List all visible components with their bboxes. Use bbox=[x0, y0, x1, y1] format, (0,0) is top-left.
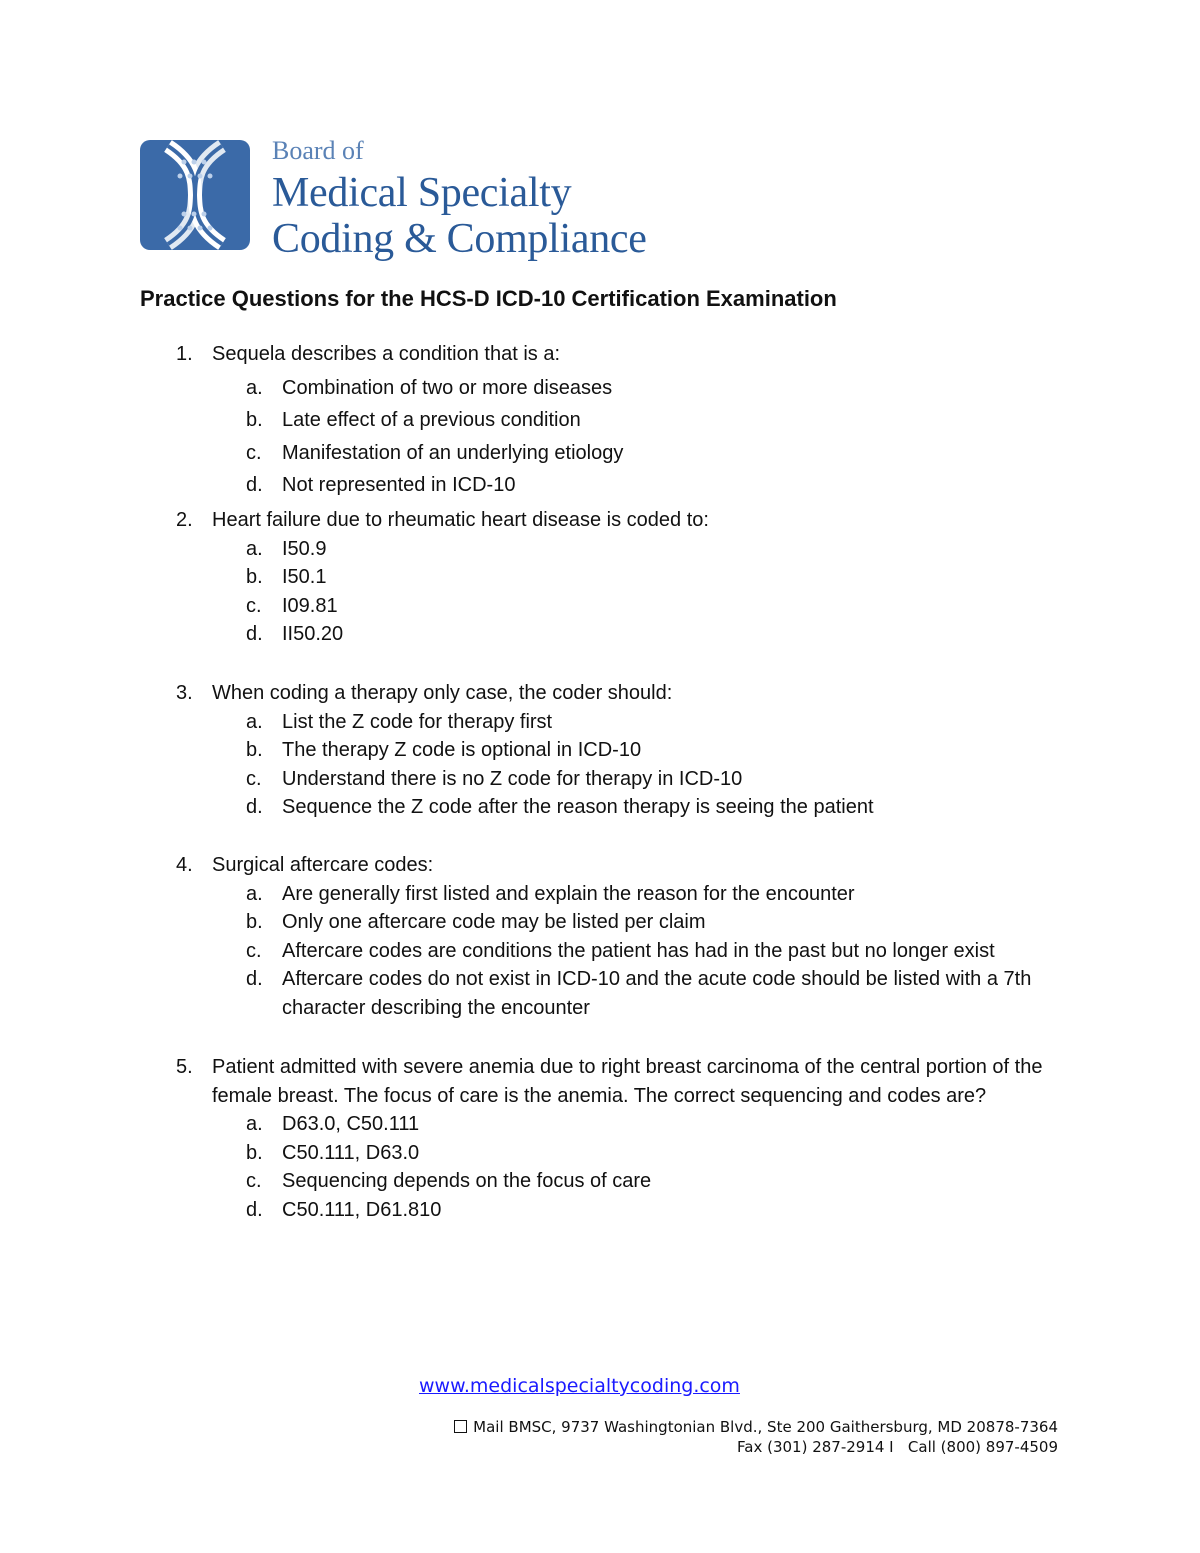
answer-option bbox=[246, 965, 1076, 1022]
mail-address: Mail BMSC, 9737 Washingtonian Blvd., Ste 200 Gaithersburg, MD 20878-7364 bbox=[473, 1418, 1058, 1436]
answer-option bbox=[246, 937, 1076, 966]
option-text: C50.111, D61.810 bbox=[282, 1198, 442, 1221]
option-text: Sequence the Z code after the reason therapy is seeing the patient bbox=[282, 796, 874, 818]
mail-address-line bbox=[300, 1417, 1058, 1437]
answer-option bbox=[246, 1110, 1076, 1139]
option-letter: d. bbox=[246, 796, 263, 818]
option-text: C50.111, D63.0 bbox=[282, 1141, 420, 1164]
option-letter: c. bbox=[246, 939, 262, 962]
option-text: Only one aftercare code may be listed per claim bbox=[282, 911, 706, 933]
question-number: 3. bbox=[176, 682, 193, 704]
checkbox-bullet-icon bbox=[454, 1420, 467, 1433]
option-text: List the Z code for therapy first bbox=[282, 710, 553, 733]
option-letter: b. bbox=[246, 1141, 263, 1164]
option-text: The therapy Z code is optional in ICD-10 bbox=[282, 739, 642, 761]
answer-option bbox=[246, 374, 1076, 403]
option-letter: b. bbox=[246, 739, 263, 761]
answer-option bbox=[246, 406, 1076, 435]
option-letter: a. bbox=[246, 537, 263, 560]
question-number: 4. bbox=[176, 854, 193, 876]
answer-option bbox=[246, 439, 1076, 468]
option-letter: d. bbox=[246, 623, 263, 645]
question-number: 1. bbox=[176, 343, 193, 365]
option-text: I50.1 bbox=[282, 566, 327, 588]
option-letter: d. bbox=[246, 968, 263, 990]
option-text: Not represented in ICD-10 bbox=[282, 474, 516, 496]
answer-option bbox=[246, 1167, 1076, 1196]
option-text: Aftercare codes do not exist in ICD-10 and the acute code should be listed with a 7th character describing the encounter bbox=[282, 968, 1032, 1019]
question-2 bbox=[176, 506, 1076, 649]
answer-option bbox=[246, 535, 1076, 564]
dna-helix-logo-icon bbox=[140, 140, 250, 250]
option-text: Manifestation of an underlying etiology bbox=[282, 441, 624, 464]
option-letter: d. bbox=[246, 1198, 263, 1221]
option-letter: c. bbox=[246, 594, 262, 617]
website-link[interactable]: www.medicalspecialtycoding.com bbox=[419, 1375, 740, 1397]
answer-option bbox=[246, 793, 1076, 822]
answer-option bbox=[246, 620, 1076, 649]
logo-line-medical-specialty: Medical Specialty bbox=[272, 170, 572, 216]
option-text: II50.20 bbox=[282, 623, 344, 645]
answer-option bbox=[246, 765, 1076, 794]
option-text: Combination of two or more diseases bbox=[282, 376, 613, 399]
logo-wordmark bbox=[272, 138, 647, 262]
option-letter: c. bbox=[246, 767, 262, 790]
option-text: Late effect of a previous condition bbox=[282, 409, 581, 431]
question-text: When coding a therapy only case, the coder should: bbox=[212, 682, 673, 704]
page-title: Practice Questions for the HCS-D ICD-10 Certification Examination bbox=[140, 286, 837, 311]
option-letter: b. bbox=[246, 566, 263, 588]
question-3 bbox=[176, 679, 1076, 822]
answer-option bbox=[246, 708, 1076, 737]
question-4 bbox=[176, 851, 1076, 1022]
answer-options bbox=[176, 535, 1076, 649]
answer-options bbox=[176, 374, 1076, 500]
answer-option bbox=[246, 592, 1076, 621]
question-text: Heart failure due to rheumatic heart disease is coded to: bbox=[212, 509, 709, 531]
option-text: Are generally first listed and explain the reason for the encounter bbox=[282, 882, 855, 905]
answer-options bbox=[176, 1110, 1076, 1224]
option-text: Aftercare codes are conditions the patient has had in the past but no longer exist bbox=[282, 939, 995, 962]
phone-line: Fax (301) 287-2914 I Call (800) 897-4509 bbox=[737, 1438, 1058, 1456]
option-text: I09.81 bbox=[282, 594, 338, 617]
option-letter: b. bbox=[246, 409, 263, 431]
option-letter: a. bbox=[246, 882, 263, 905]
option-text: Understand there is no Z code for therapy in ICD-10 bbox=[282, 767, 743, 790]
answer-option bbox=[246, 1196, 1076, 1225]
option-letter: a. bbox=[246, 710, 263, 733]
answer-options bbox=[176, 880, 1076, 1023]
option-letter: d. bbox=[246, 474, 263, 496]
option-text: Sequencing depends on the focus of care bbox=[282, 1170, 652, 1192]
logo-line-board-of: Board of bbox=[272, 136, 364, 165]
option-letter: a. bbox=[246, 376, 263, 399]
question-number: 2. bbox=[176, 509, 193, 531]
contact-info bbox=[300, 1417, 1058, 1457]
question-text: Sequela describes a condition that is a: bbox=[212, 343, 560, 365]
option-letter: b. bbox=[246, 911, 263, 933]
option-text: D63.0, C50.111 bbox=[282, 1113, 420, 1135]
option-text: I50.9 bbox=[282, 537, 327, 560]
answer-option bbox=[246, 880, 1076, 909]
answer-options bbox=[176, 708, 1076, 822]
question-1 bbox=[176, 340, 1076, 500]
answer-option bbox=[246, 471, 1076, 500]
question-number: 5. bbox=[176, 1056, 193, 1078]
question-text: Surgical aftercare codes: bbox=[212, 854, 434, 876]
option-letter: c. bbox=[246, 1170, 262, 1192]
option-letter: a. bbox=[246, 1113, 263, 1135]
option-letter: c. bbox=[246, 441, 262, 464]
answer-option bbox=[246, 908, 1076, 937]
logo-line-coding-compliance: Coding & Compliance bbox=[272, 216, 647, 262]
answer-option bbox=[246, 736, 1076, 765]
question-5 bbox=[176, 1053, 1076, 1224]
question-text: Patient admitted with severe anemia due to right breast carcinoma of the central portion of the female breast. The focus of care is the anemia. The correct sequencing and codes are? bbox=[212, 1056, 1043, 1107]
answer-option bbox=[246, 1139, 1076, 1168]
answer-option bbox=[246, 563, 1076, 592]
organization-logo bbox=[140, 136, 680, 262]
